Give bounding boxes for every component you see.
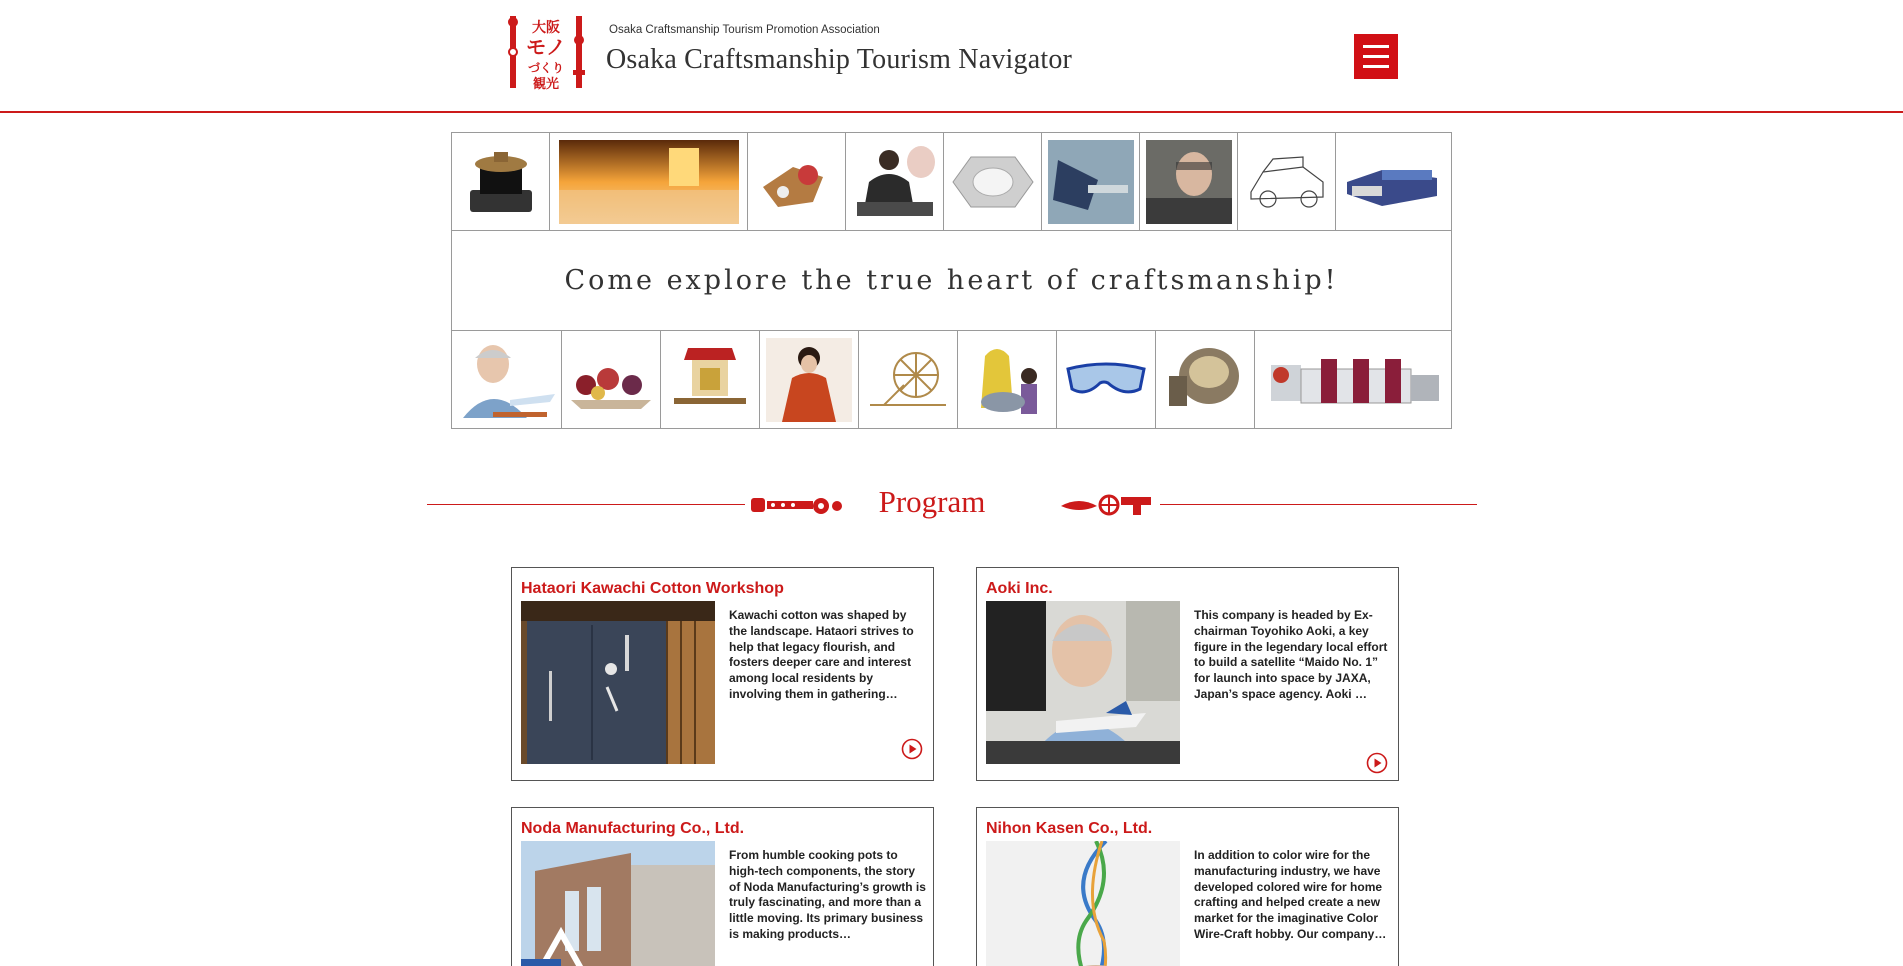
hero-photo-workshop-people — [958, 331, 1057, 428]
hero-photo-spinning-wheel — [859, 331, 958, 428]
program-card-title[interactable]: Aoki Inc. — [986, 580, 1053, 597]
hero-photo-metal-pot — [1156, 331, 1255, 428]
hero-photo-safety-glasses — [1057, 331, 1156, 428]
program-card-hataori[interactable] — [511, 567, 934, 781]
hero-photo-smiling-man — [452, 331, 562, 428]
play-arrow-icon[interactable] — [1366, 752, 1388, 774]
hero-tagline: Come explore the true heart of craftsmanship! — [564, 265, 1339, 296]
hero-photo-hex-nut — [944, 133, 1042, 230]
hero-photo-factory-hall — [550, 133, 748, 230]
gears-ornament-icon — [1059, 492, 1154, 516]
hamburger-icon-bar — [1363, 55, 1389, 58]
hero-photo-machine — [1336, 133, 1447, 230]
site-logo[interactable] — [508, 12, 590, 92]
site-header — [0, 0, 1903, 113]
program-card-image[interactable] — [986, 841, 1180, 966]
program-card-description: Kawachi cotton was shaped by the landscape. Hataori strives to help that legacy flourish, and fosters deeper care and interest among local residents by involving them in gathering… — [729, 608, 914, 701]
play-arrow-icon[interactable] — [901, 738, 923, 760]
hero-photo-mikoshi — [661, 331, 760, 428]
hamburger-icon — [1363, 45, 1389, 48]
program-card-noda[interactable] — [511, 807, 934, 966]
logo-line-1: 大阪 — [532, 20, 560, 36]
program-card-title[interactable]: Nihon Kasen Co., Ltd. — [986, 820, 1153, 837]
hero-photo-craft-figure — [748, 133, 846, 230]
hero-photo-lacquerware — [562, 331, 661, 428]
program-card-nihon-kasen[interactable] — [976, 807, 1399, 966]
hero-image-grid — [451, 132, 1452, 429]
program-card-image[interactable] — [521, 601, 715, 764]
heading-divider-left — [427, 504, 745, 505]
program-card-description: This company is headed by Ex-chairman Toyohiko Aoki, a key figure in the legendary local effort to build a satellite “Maido No. 1” for launch into space by JAXA, Japan’s space agency. Aoki … — [1194, 608, 1388, 701]
program-card-image[interactable] — [521, 841, 715, 966]
site-title[interactable]: Osaka Craftsmanship Tourism Navigator — [606, 44, 1073, 75]
hamburger-menu-button[interactable] — [1354, 34, 1398, 79]
program-card-aoki[interactable] — [976, 567, 1399, 781]
hamburger-icon-bar — [1363, 65, 1389, 68]
hero-photo-kimono-woman — [760, 331, 859, 428]
program-section-heading — [427, 484, 1477, 524]
program-card-description: From humble cooking pots to high-tech components, the story of Noda Manufacturing’s growth is truly fascinating, and more than a little moving. Its primary business is making products… — [729, 848, 926, 941]
logo-line-4: 観光 — [532, 77, 560, 92]
association-name: Osaka Craftsmanship Tourism Promotion Association — [609, 24, 880, 36]
program-card-image[interactable] — [986, 601, 1180, 764]
program-card-description: In addition to color wire for the manufacturing industry, we have developed colored wire for home crafting and helped create a new market for the imaginative Color Wire-Craft hobby. Our company… — [1194, 848, 1387, 941]
logo-icon — [508, 12, 590, 92]
logo-line-2: モノ — [526, 35, 566, 59]
program-card-title[interactable]: Hataori Kawachi Cotton Workshop — [521, 580, 784, 597]
hero-photo-craftsman — [846, 133, 944, 230]
section-title: Program — [878, 484, 986, 519]
hero-top-row — [452, 133, 1451, 231]
hero-bottom-row — [452, 330, 1451, 428]
hero-photo-printing-machine — [1255, 331, 1451, 428]
hero-photo-rice-cooker — [452, 133, 550, 230]
hero-photo-welding — [1042, 133, 1140, 230]
hero-photo-elderly-engineer — [1140, 133, 1238, 230]
heading-divider-right — [1160, 504, 1477, 505]
logo-line-3: づくり — [527, 61, 565, 75]
program-card-title[interactable]: Noda Manufacturing Co., Ltd. — [521, 820, 745, 837]
hero-photo-wire-car — [1238, 133, 1336, 230]
